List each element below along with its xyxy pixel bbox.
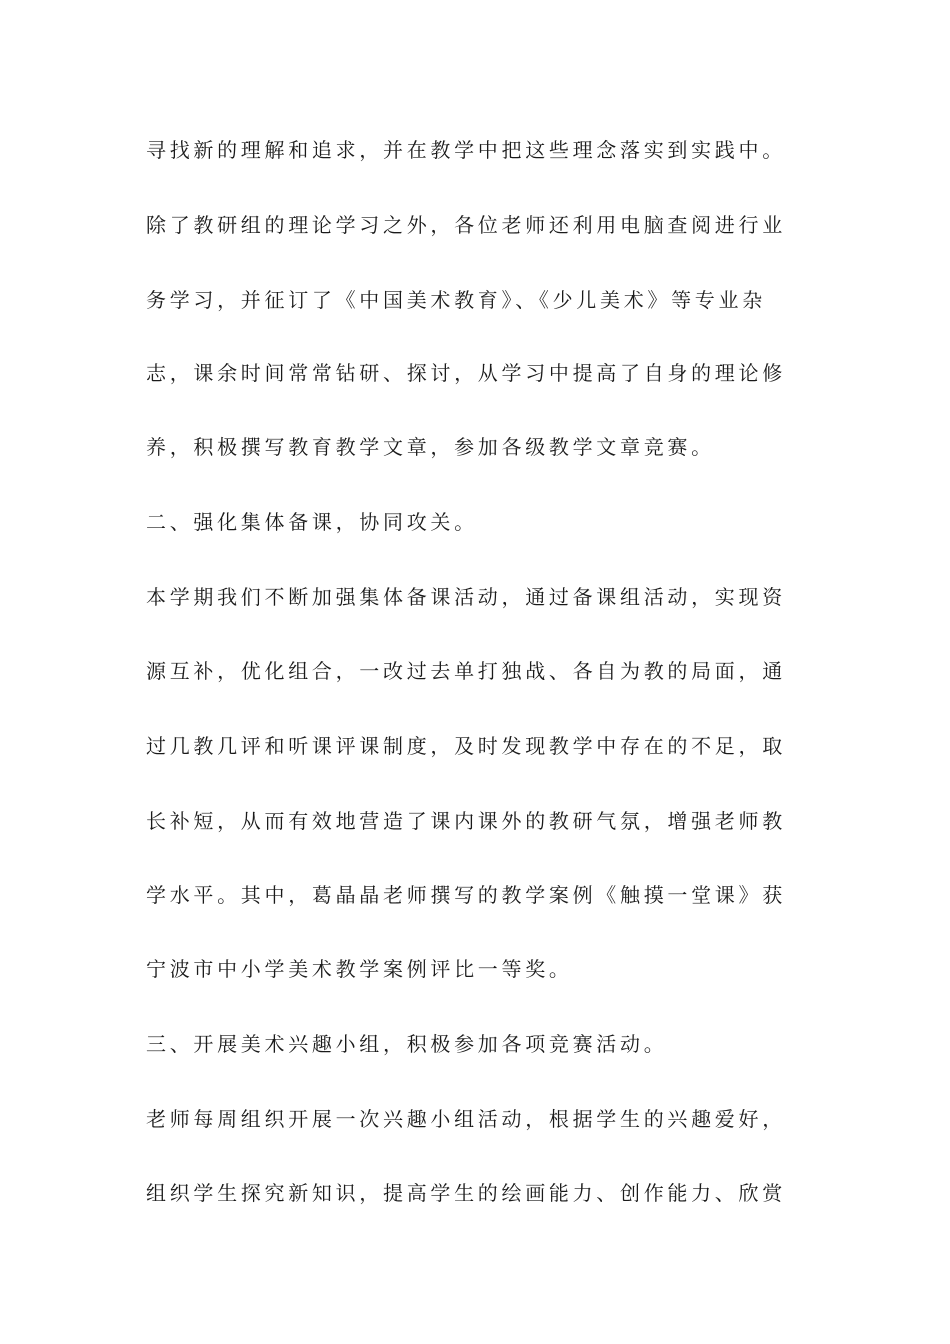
- text-line: 组织学生探究新知识，提高学生的绘画能力、创作能力、欣赏: [146, 1181, 786, 1205]
- text-line: 过几教几评和听课评课制度，及时发现教学中存在的不足，取: [146, 734, 786, 758]
- section-heading: 二、强化集体备课，协同攻关。: [146, 510, 478, 534]
- text-line: 老师每周组织开展一次兴趣小组活动，根据学生的兴趣爱好，: [146, 1107, 786, 1131]
- text-line: 志，课余时间常常钻研、探讨，从学习中提高了自身的理论修: [146, 361, 786, 385]
- text-line: 宁波市中小学美术教学案例评比一等奖。: [146, 957, 573, 981]
- text-line: 本学期我们不断加强集体备课活动，通过备课组活动，实现资: [146, 585, 786, 609]
- text-line: 源互补，优化组合，一改过去单打独战、各自为教的局面，通: [146, 659, 786, 683]
- text-line: 务学习，并征订了《中国美术教育》、《少儿美术》等专业杂: [146, 288, 766, 312]
- text-line: 除了教研组的理论学习之外，各位老师还利用电脑查阅进行业: [146, 213, 786, 237]
- text-line: 长补短，从而有效地营造了课内课外的教研气氛，增强老师教: [146, 809, 786, 833]
- text-line: 学水平。其中，葛晶晶老师撰写的教学案例《触摸一堂课》获: [146, 883, 786, 907]
- text-line: 寻找新的理解和追求，并在教学中把这些理念落实到实践中。: [146, 138, 786, 162]
- text-line: 养，积极撰写教育教学文章，参加各级教学文章竞赛。: [146, 435, 715, 459]
- section-heading: 三、开展美术兴趣小组，积极参加各项竞赛活动。: [146, 1032, 668, 1056]
